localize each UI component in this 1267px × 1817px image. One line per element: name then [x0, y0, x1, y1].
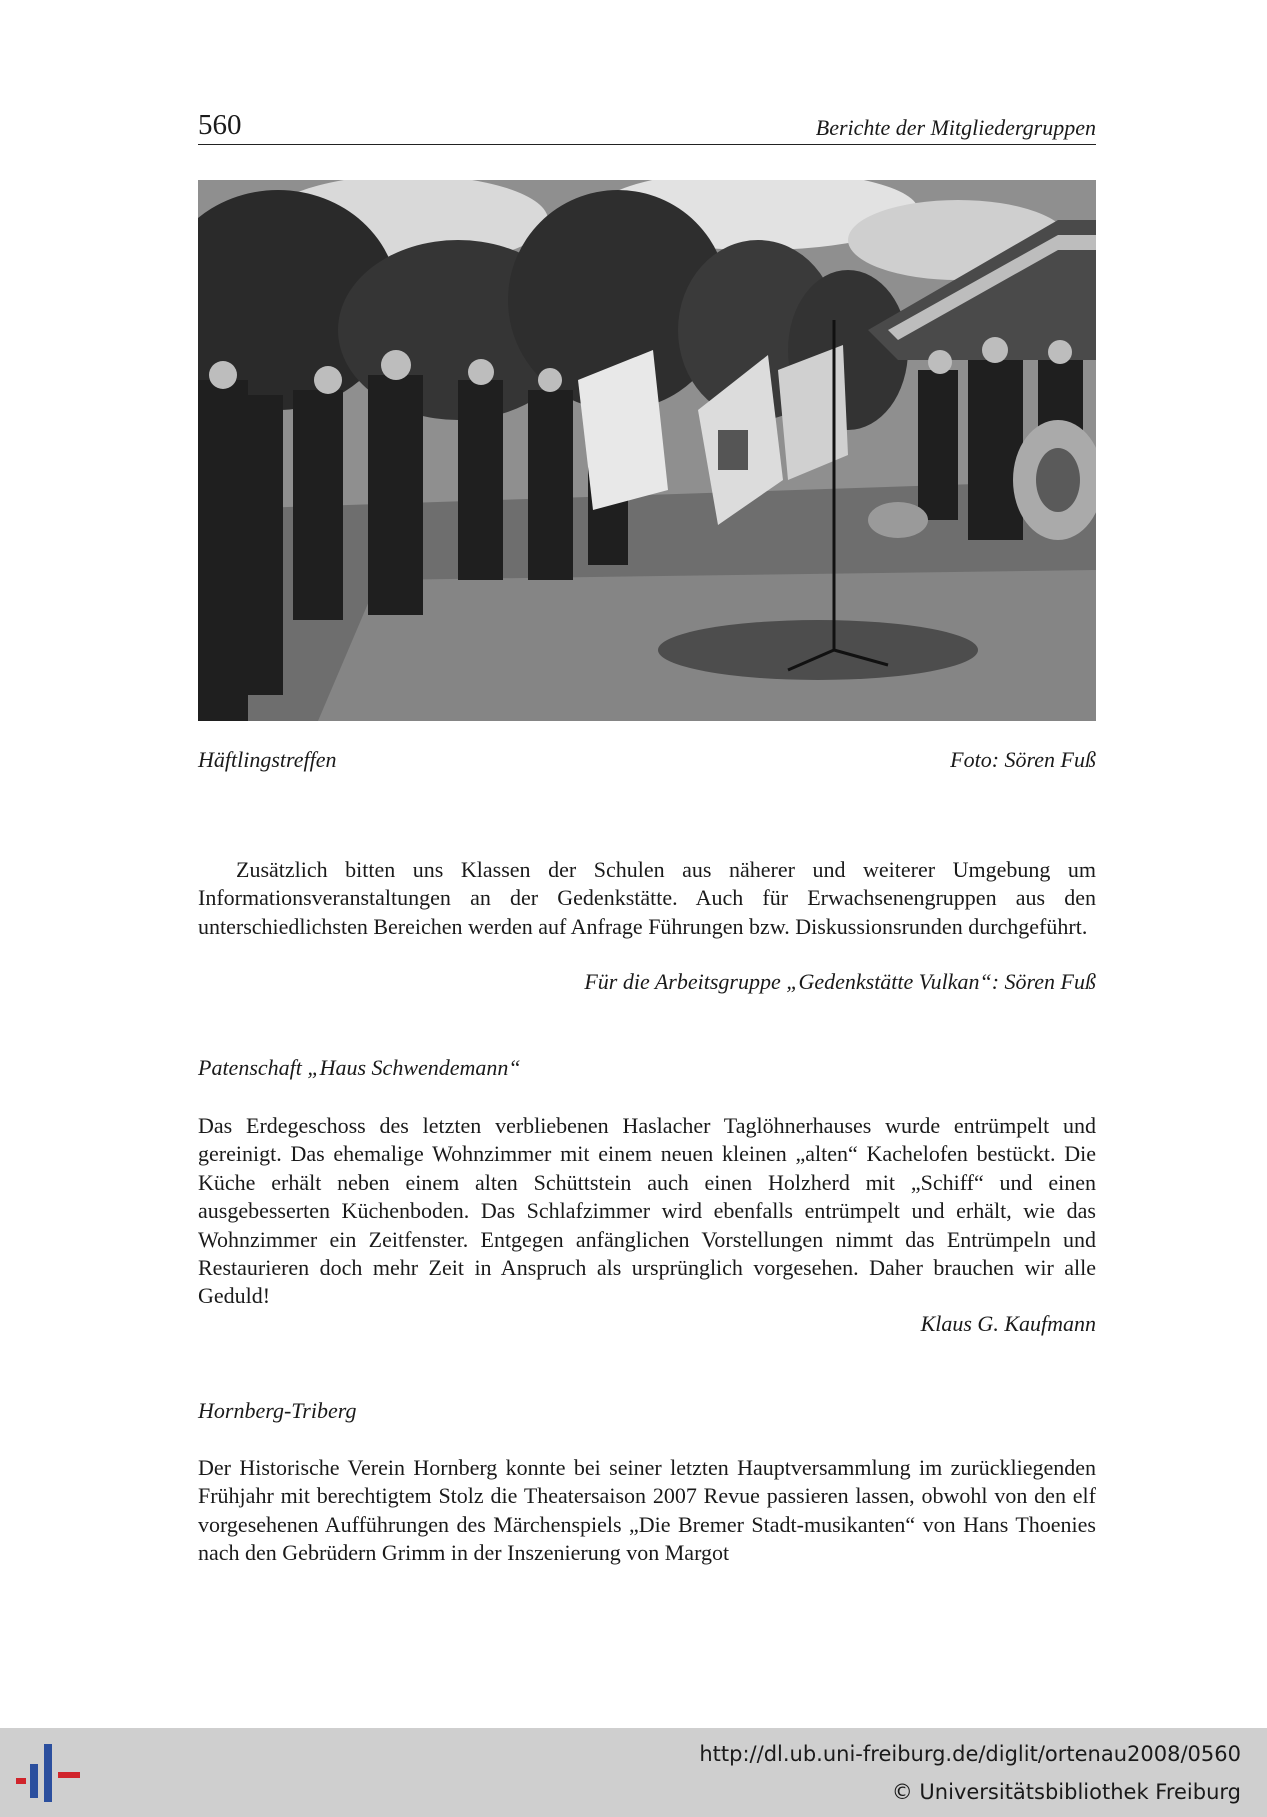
- signature-patenschaft: Klaus G. Kaufmann: [920, 1311, 1096, 1336]
- paragraph-gedenkstaette: Zusätzlich bitten uns Klassen der Schulen aus näherer und weiterer Umgebung um Informationsveranstaltungen an der Gedenkstätte. Auch für Erwachsenengruppen aus den unterschiedlichsten Bereichen werden auf Anfrage Führungen bzw. Diskussionsrunden durchgeführt.: [198, 857, 1096, 939]
- page-number: 560: [198, 109, 242, 141]
- running-head: Berichte der Mitgliedergruppen: [815, 115, 1096, 140]
- signature-gedenkstaette: Für die Arbeitsgruppe „Gedenkstätte Vulkan“: Sören Fuß: [584, 969, 1096, 994]
- section-heading-hornberg: Hornberg-Triberg: [198, 1398, 357, 1423]
- paragraph-hornberg: Der Historische Verein Hornberg konnte bei seiner letzten Hauptversammlung im zurückliegenden Frühjahr mit berechtigtem Stolz die Theatersaison 2007 Revue passieren lassen, obwohl von den elf vorgesehenen Aufführungen des Märchenspiels „Die Bremer Stadt-musikanten“ von Hans Thoenies nach den Gebrüdern Grimm in der Inszenierung von Margot: [198, 1455, 1096, 1566]
- ub-freiburg-logo-icon: [16, 1740, 80, 1806]
- figure-caption: Häftlingstreffen: [198, 747, 337, 772]
- header-rule: [198, 144, 1096, 145]
- figure-photo: [198, 180, 1096, 721]
- figure-credit: Foto: Sören Fuß: [950, 747, 1096, 772]
- section-heading-patenschaft: Patenschaft „Haus Schwendemann“: [198, 1055, 521, 1080]
- footer-bar: [0, 1728, 1267, 1817]
- paragraph-patenschaft: Das Erdegeschoss des letzten verbliebenen Haslacher Taglöhnerhauses wurde entrümpelt und gereinigt. Das ehemalige Wohnzimmer mit einem neuen kleinen „alten“ Kachelofen bestückt. Die Küche erhält neben einem alten Schüttstein auch einen Holzherd mit „Schiff“ und einen ausgebesserten Küchenboden. Das Schlafzimmer wird ebenfalls entrümpelt und erhält, wie das Wohnzimmer ein Zeitfenster. Entgegen anfänglichen Vorstellungen nimmt das Entrümpeln und Restaurieren doch mehr Zeit in Anspruch als ursprünglich vorgesehen. Daher brauchen wir alle Geduld!: [198, 1113, 1096, 1309]
- footer-copyright: © Universitätsbibliothek Freiburg: [891, 1780, 1241, 1804]
- footer-url-link[interactable]: http://dl.ub.uni-freiburg.de/diglit/ortenau2008/0560: [699, 1742, 1241, 1766]
- photo-illustration: [198, 180, 1096, 721]
